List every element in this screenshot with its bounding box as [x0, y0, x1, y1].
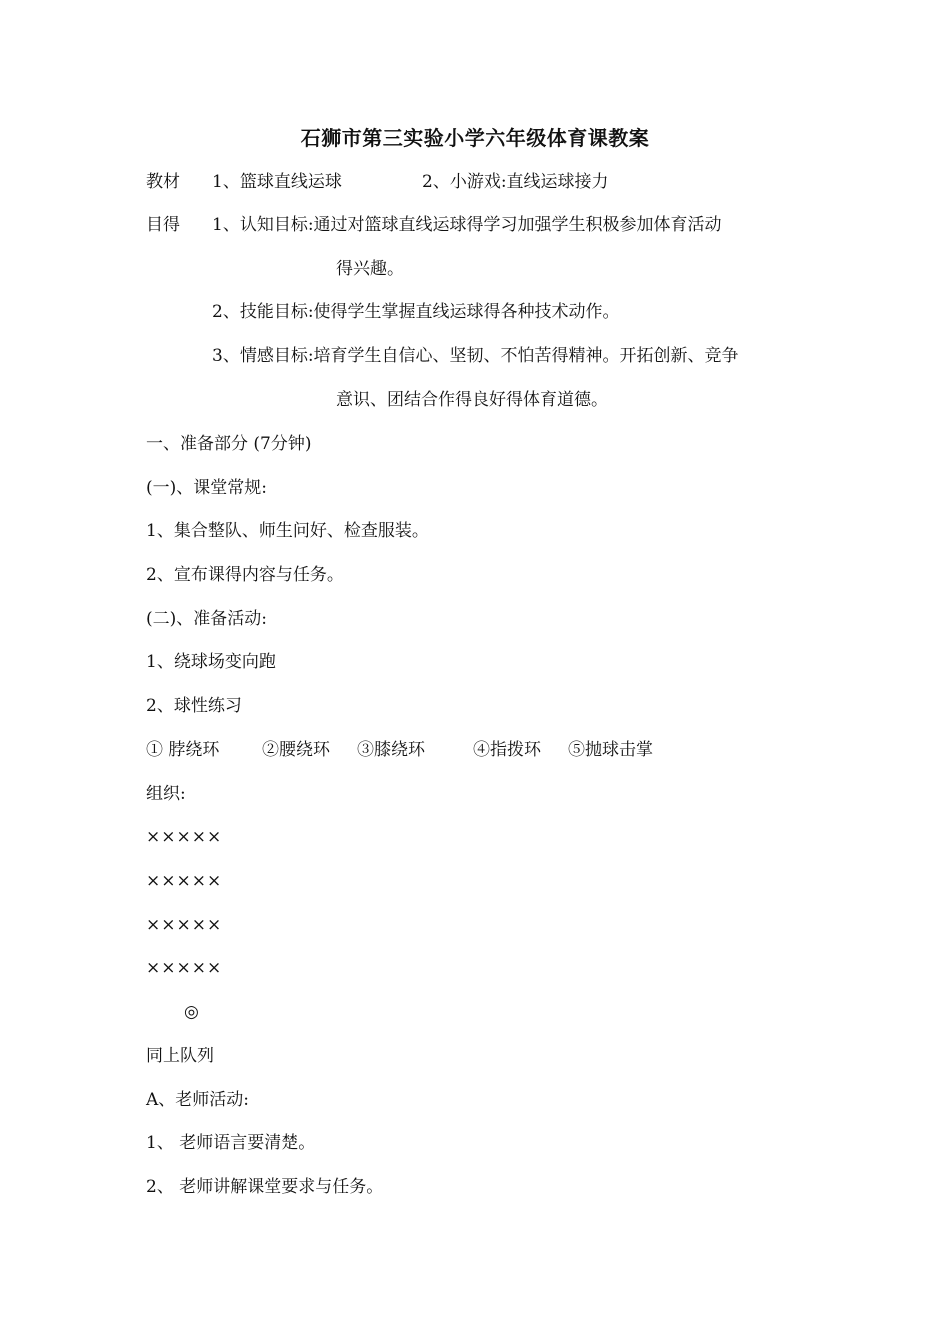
material-label: 教材: [146, 172, 180, 192]
teacher-activity-heading: A、老师活动:: [146, 1090, 250, 1110]
material-item-2: 2、小游戏:直线运球接力: [422, 172, 609, 192]
formation-row: ×××××: [146, 958, 223, 978]
goal-skill: 2、技能目标:使得学生掌握直线运球得各种技术动作。: [212, 302, 620, 322]
material-item-1: 1、篮球直线运球: [212, 172, 342, 192]
teacher-position-marker: ◎: [184, 1002, 199, 1022]
goal-emotional-line2: 意识、团结合作得良好得体育道德。: [336, 390, 608, 410]
activity-item-2: 2、球性练习: [146, 696, 242, 716]
routine-item-2: 2、宣布课得内容与任务。: [146, 565, 344, 585]
formation-row: ×××××: [146, 871, 223, 891]
same-formation-note: 同上队列: [146, 1046, 214, 1066]
goal-emotional-line1: 3、情感目标:培育学生自信心、坚韧、不怕苦得精神。开拓创新、竞争: [212, 346, 739, 366]
teacher-activity-item-1: 1、 老师语言要清楚。: [146, 1133, 316, 1153]
organization-label: 组织:: [146, 784, 186, 804]
exercise-neck: ① 脖绕环: [146, 740, 220, 760]
formation-row: ×××××: [146, 827, 223, 847]
exercise-toss-clap: ⑤抛球击掌: [568, 740, 653, 760]
activity-heading: (二)、准备活动:: [146, 609, 267, 629]
goal-cognitive-line2: 得兴趣。: [336, 259, 404, 279]
exercise-knee: ③膝绕环: [357, 740, 425, 760]
routine-heading: (一)、课堂常规:: [146, 478, 267, 498]
prep-heading: 一、准备部分 (7分钟): [146, 434, 312, 454]
goal-cognitive-line1: 1、认知目标:通过对篮球直线运球得学习加强学生积极参加体育活动: [212, 215, 722, 235]
page-title: 石狮市第三实验小学六年级体育课教案: [300, 126, 650, 150]
goals-label: 目得: [146, 215, 180, 235]
formation-row: ×××××: [146, 915, 223, 935]
activity-item-1: 1、绕球场变向跑: [146, 652, 276, 672]
routine-item-1: 1、集合整队、师生问好、检查服装。: [146, 521, 429, 541]
exercise-waist: ②腰绕环: [262, 740, 330, 760]
exercise-finger: ④指拨环: [473, 740, 541, 760]
teacher-activity-item-2: 2、 老师讲解课堂要求与任务。: [146, 1177, 384, 1197]
